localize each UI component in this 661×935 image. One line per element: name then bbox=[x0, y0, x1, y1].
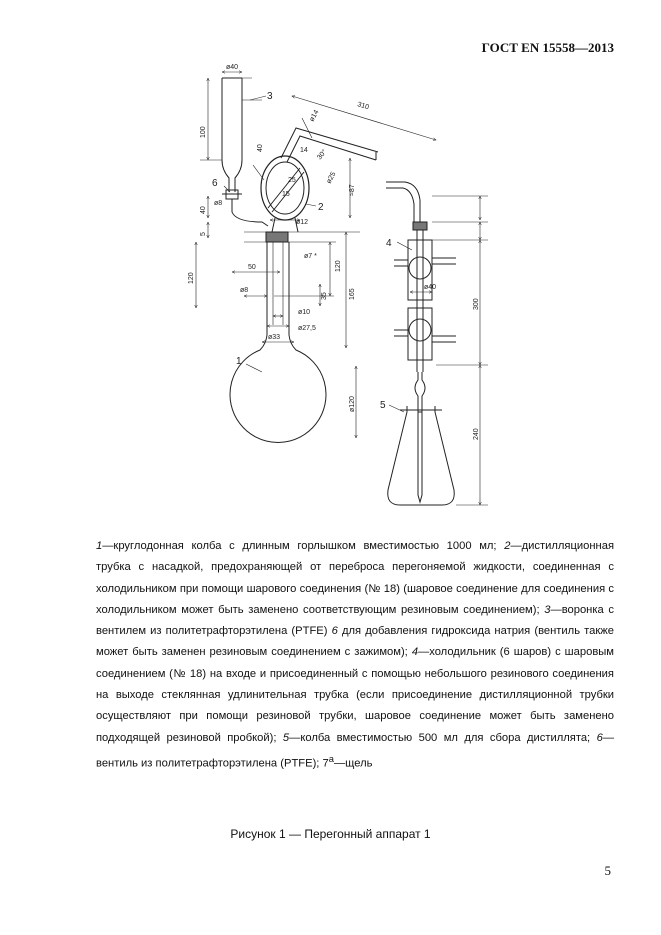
label-3: 3 bbox=[267, 91, 273, 102]
dim-d10: ø10 bbox=[298, 309, 311, 316]
legend-sup-a: a bbox=[328, 753, 334, 764]
dim-d120: ø120 bbox=[349, 396, 356, 412]
dim-d40b: ø40 bbox=[424, 284, 437, 291]
legend-text-7: —щель bbox=[333, 757, 373, 770]
legend-num-6b: 6 bbox=[596, 731, 603, 744]
figure-legend bbox=[96, 536, 614, 775]
legend-num-4: 4 bbox=[411, 646, 419, 659]
dim-100: 100 bbox=[200, 126, 207, 138]
label-6: 6 bbox=[212, 178, 218, 189]
legend-num-2: 2 bbox=[504, 540, 511, 552]
dim-5: 5 bbox=[200, 232, 207, 236]
legend-text-5: —колба вместимостью 500 мл для сбора дистиллята; bbox=[289, 731, 597, 744]
legend-text-2: —дистилляционная трубка с насадкой, предохраняющей от переброса перегоняемой жидкости, соединенная с холодильником при помощи шарового соединения (№ 18) (шаровое соединение для соединения с холодильником может быть заменено соответствующим резиновым соединением); bbox=[96, 540, 614, 616]
label-4: 4 bbox=[386, 238, 392, 249]
dim-30deg: 30° bbox=[316, 148, 329, 162]
dim-120b: 120 bbox=[335, 260, 342, 272]
legend-text-1: —круглодонная колба с длинным горлышком вместимостью 1000 мл; bbox=[102, 540, 505, 552]
dim-d275: ø27,5 bbox=[298, 325, 316, 332]
dim-d14: ø14 bbox=[308, 109, 321, 123]
dim-120a: 120 bbox=[188, 272, 195, 284]
rubber-stopper bbox=[266, 232, 288, 242]
document-header: ГОСТ EN 15558—2013 bbox=[481, 40, 614, 55]
dim-d33: ø33 bbox=[268, 334, 281, 341]
dim-d25: ø25 bbox=[325, 171, 338, 185]
dim-310: 310 bbox=[356, 101, 370, 112]
legend-num-3: 3 bbox=[544, 603, 551, 616]
dim-165: 165 bbox=[349, 288, 356, 300]
dim-14r: 14 bbox=[300, 147, 308, 154]
splash-head-bulb bbox=[261, 156, 309, 220]
dim-300: 300 bbox=[473, 298, 480, 310]
label-2: 2 bbox=[318, 202, 324, 213]
dim-25s: 25 bbox=[288, 177, 296, 184]
condenser-jacket bbox=[408, 240, 432, 360]
dim-40b: 40 bbox=[200, 206, 207, 214]
receiving-flask bbox=[388, 406, 455, 505]
extension-tube bbox=[418, 412, 422, 502]
legend-text-6b: — вентиль из политетрафторэтилена (PTFE); 7 bbox=[96, 731, 614, 770]
legend-text-6a: для добавления гидроксида натрия (вентиль также может быть заменен резиновым соединением с зажимом); bbox=[96, 625, 614, 659]
legend-text-4: —холодильник (6 шаров) с шаровым соединением (№ 18) на входе и присоединенный с помощью небольшого резинового соединения на выходе стеклянная удлинительная трубка (если присоединение дистилляционной трубки осуществляют при помощи резиновой трубки, шаровое соединение может быть заменено подходящей резиновой пробкой); bbox=[96, 646, 614, 744]
funnel-body bbox=[222, 78, 242, 192]
dim-87: ≈87 bbox=[349, 184, 356, 196]
legend-num-1: 1 bbox=[96, 540, 103, 552]
legend-num-5: 5 bbox=[282, 731, 290, 744]
dim-40a: 40 bbox=[257, 144, 264, 152]
page-number: 5 bbox=[604, 863, 611, 878]
condenser-inlet-tube bbox=[386, 182, 420, 222]
dim-d7: ø7 * bbox=[304, 253, 317, 260]
label-1: 1 bbox=[236, 356, 242, 367]
dim-d12: ø12 bbox=[296, 219, 309, 226]
dim-d8a: ø8 bbox=[214, 200, 223, 207]
label-5: 5 bbox=[380, 400, 386, 411]
round-bottom-flask bbox=[230, 335, 326, 442]
dim-35: 35 bbox=[321, 292, 328, 300]
dim-50: 50 bbox=[248, 264, 256, 271]
dim-d8b: ø8 bbox=[240, 287, 249, 294]
dim-15s: 15 bbox=[282, 191, 290, 198]
dim-240: 240 bbox=[473, 428, 480, 440]
figure-caption: Рисунок 1 — Перегонный аппарат 1 bbox=[230, 827, 431, 841]
legend-text-3: —воронка с вентилем из политетрафторэтилена (PTFE) bbox=[96, 603, 614, 638]
dim-d40: ø40 bbox=[226, 64, 239, 71]
legend-num-6a: 6 bbox=[331, 625, 338, 638]
